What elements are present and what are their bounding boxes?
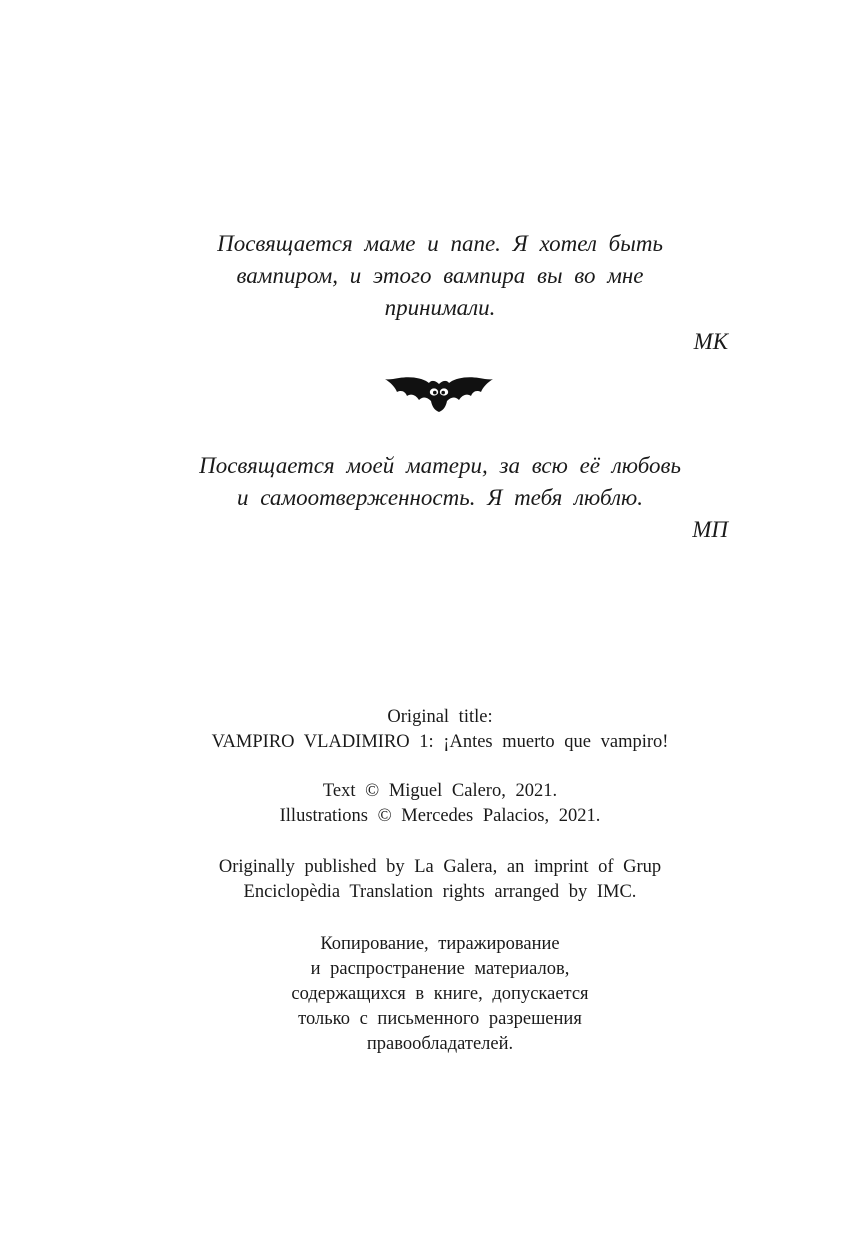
imprint-line: Original title: <box>387 707 493 727</box>
dedication-signature: МК <box>693 329 728 354</box>
dedication-line: Посвящается маме и папе. Я хотел быть <box>217 231 663 256</box>
dedication-mother <box>150 450 730 546</box>
imprint-line: Illustrations © Mercedes Palacios, 2021. <box>279 806 601 826</box>
imprint-line: Text © Miguel Calero, 2021. <box>322 781 558 801</box>
dedication-line: Посвящается моей матери, за всю её любовь <box>199 453 681 478</box>
imprint-line: содержащихся в книге, допускается <box>291 984 589 1004</box>
bat-icon <box>385 368 493 416</box>
copyright-block <box>100 779 780 829</box>
imprint-line: Originally published by La Galera, an imprint of Grup <box>218 857 662 877</box>
publisher-block <box>100 855 780 905</box>
dedication-line: и самоотверженность. Я тебя люблю. <box>237 485 643 510</box>
imprint-line: Копирование, тиражирование <box>320 934 560 954</box>
imprint-line: правообладателей. <box>366 1034 514 1054</box>
dedication-line: вампиром, и этого вампира вы во мне <box>236 263 644 288</box>
dedication-signature: МП <box>692 517 728 542</box>
dedication-parents <box>150 228 730 358</box>
original-title-block <box>100 705 780 755</box>
imprint-line: VAMPIRO VLADIMIRO 1: ¡Antes muerto que vampiro! <box>211 732 669 752</box>
dedication-line: принимали. <box>384 295 496 320</box>
imprint-line: только с письменного разрешения <box>298 1009 582 1029</box>
rights-notice-block <box>100 932 780 1057</box>
imprint-line: и распространение материалов, <box>310 959 570 979</box>
imprint-line: Enciclopèdia Translation rights arranged by IMC. <box>243 882 637 902</box>
